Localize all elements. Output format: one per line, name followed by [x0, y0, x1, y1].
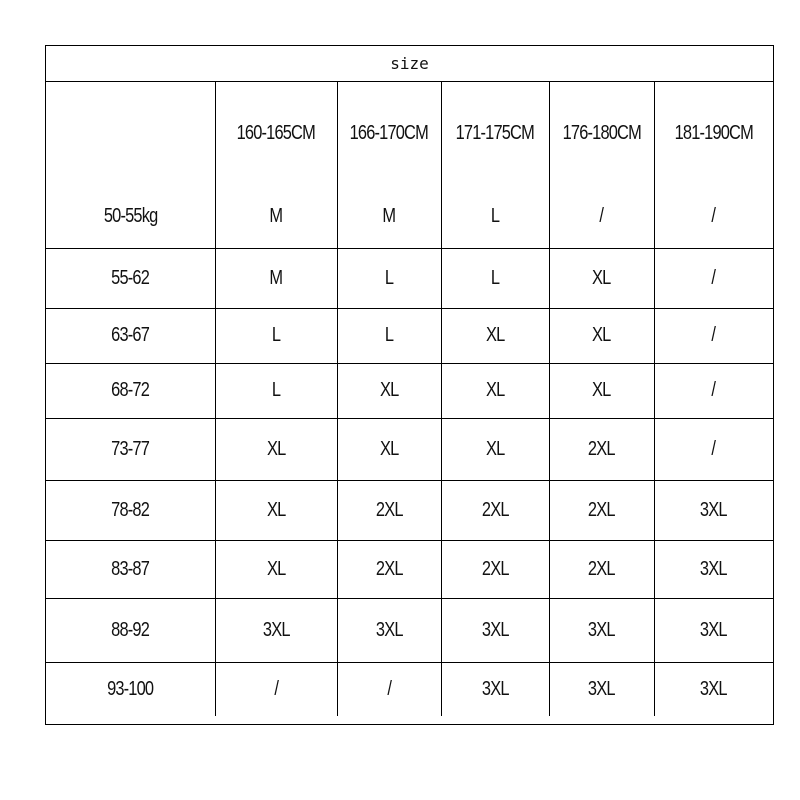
table-row [46, 598, 773, 662]
size-cell: 3XL [654, 480, 773, 540]
size-cell: / [654, 418, 773, 480]
size-cell: M [337, 185, 441, 248]
weight-label: 50-55kg [103, 204, 158, 227]
size-cell: XL [215, 480, 337, 540]
column-header: 176-180CM [549, 82, 654, 185]
size-cell: / [654, 363, 773, 418]
size-cell: XL [215, 540, 337, 598]
size-cell: 3XL [337, 598, 441, 662]
size-cell: 2XL [549, 418, 654, 480]
weight-label: 78-82 [46, 480, 215, 540]
size-cell: / [654, 308, 773, 363]
table-row [46, 480, 773, 540]
size-cell: 3XL [654, 598, 773, 662]
table-row [46, 248, 773, 308]
size-cell: / [654, 185, 773, 248]
size-cell: 2XL [337, 480, 441, 540]
size-cell: XL [441, 308, 549, 363]
size-cell: L [441, 185, 549, 248]
size-cell: 3XL [215, 598, 337, 662]
size-cell: 2XL [549, 480, 654, 540]
size-cell: / [215, 662, 337, 716]
weight-label: 88-92 [46, 598, 215, 662]
table-row [46, 363, 773, 418]
size-cell: XL [441, 363, 549, 418]
size-cell: XL [441, 418, 549, 480]
table-row [46, 185, 773, 248]
size-cell: XL [337, 418, 441, 480]
size-cell: 2XL [549, 540, 654, 598]
size-cell: 3XL [654, 662, 773, 716]
size-cell: XL [549, 248, 654, 308]
weight-label: 55-62 [46, 248, 215, 308]
size-cell: L [337, 308, 441, 363]
size-cell: L [215, 363, 337, 418]
size-cell: L [337, 248, 441, 308]
column-header: 166-170CM [337, 82, 441, 185]
size-cell: 2XL [337, 540, 441, 598]
size-cell: XL [549, 308, 654, 363]
size-cell: XL [337, 363, 441, 418]
size-cell: L [441, 248, 549, 308]
size-cell: / [654, 248, 773, 308]
size-cell: M [215, 185, 337, 248]
size-cell: 2XL [441, 540, 549, 598]
table-title: size [46, 46, 773, 82]
corner-cell [46, 82, 215, 185]
size-cell: M [215, 248, 337, 308]
size-cell: 3XL [441, 662, 549, 716]
weight-label: 63-67 [46, 308, 215, 363]
size-cell: 3XL [549, 598, 654, 662]
table-row [46, 662, 773, 716]
weight-label: 73-77 [46, 418, 215, 480]
size-cell: 3XL [441, 598, 549, 662]
size-cell: / [337, 662, 441, 716]
size-cell: / [549, 185, 654, 248]
size-cell: 2XL [441, 480, 549, 540]
weight-label: 68-72 [46, 363, 215, 418]
size-cell: XL [549, 363, 654, 418]
size-grid [46, 82, 773, 716]
header-row [46, 82, 773, 185]
weight-label: 83-87 [46, 540, 215, 598]
size-cell: 3XL [654, 540, 773, 598]
weight-label: 93-100 [46, 662, 215, 716]
column-header: 160-165CM [215, 82, 337, 185]
size-cell: XL [215, 418, 337, 480]
size-chart-table [45, 45, 774, 725]
table-row [46, 540, 773, 598]
column-header: 171-175CM [441, 82, 549, 185]
table-row [46, 418, 773, 480]
column-header: 181-190CM [654, 82, 773, 185]
size-cell: L [215, 308, 337, 363]
table-row [46, 308, 773, 363]
size-cell: 3XL [549, 662, 654, 716]
